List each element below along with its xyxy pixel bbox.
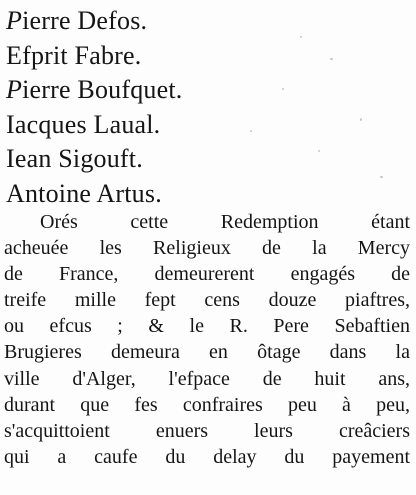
paragraph-line: durant que fes confraires peu à peu,	[4, 393, 410, 416]
name-line: Antoine Artus.	[6, 178, 162, 208]
paper-speck	[330, 58, 333, 60]
paper-speck	[300, 36, 302, 38]
paragraph-line: de France, demeurerent engagés de	[4, 263, 410, 286]
paper-speck	[360, 118, 362, 121]
name-line: Iean Sigouft.	[6, 144, 143, 173]
name-list	[6, 4, 306, 211]
name-line: Iacques Laual.	[6, 109, 161, 139]
paragraph-line: Brugieres demeura en ôtage dans la	[4, 341, 410, 364]
italic-initial: P	[6, 6, 23, 35]
body-paragraph	[4, 209, 410, 470]
paper-speck	[318, 150, 320, 152]
paper-speck	[250, 130, 252, 132]
paragraph-line: treife mille fept cens douze piaftres,	[4, 289, 410, 312]
paragraph-line: ville d'Alger, l'efpace de huit ans,	[4, 367, 410, 390]
paragraph-line: s'acquittoient enuers leurs creâciers	[4, 419, 410, 442]
paragraph-line: qui a caufe du delay du payement	[4, 445, 410, 468]
name-line: Efprit Fabre.	[6, 40, 142, 70]
italic-initial: P	[6, 75, 23, 104]
name-line: Pierre Boufquet.	[6, 75, 183, 104]
paragraph-line: Orés cette Redemption étant	[40, 211, 410, 233]
name-line: Pierre Defos.	[6, 6, 148, 35]
paragraph-line: acheuée les Religieux de la Mercy	[4, 237, 410, 260]
paragraph-line: ou efcus ; & le R. Pere Sebaftien	[4, 315, 410, 338]
paper-speck	[282, 88, 284, 90]
paper-speck	[380, 176, 383, 178]
